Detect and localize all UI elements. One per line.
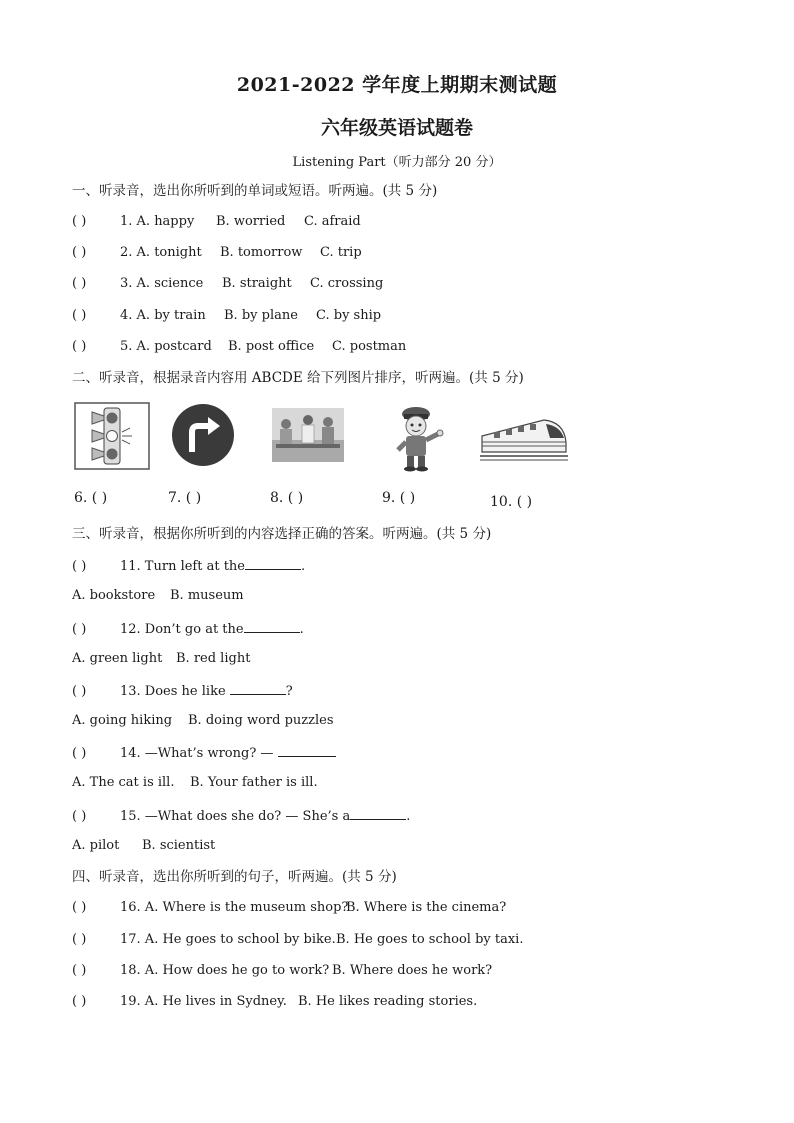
picture-label-6: 6. ( ) <box>74 490 108 506</box>
option-b: B. museum <box>170 588 244 603</box>
train-icon <box>480 412 568 466</box>
question-11: ( ) 11. Turn left at the . <box>72 555 305 575</box>
answer-blank[interactable] <box>245 555 301 570</box>
traffic-light-icon <box>74 402 150 470</box>
question-2 <box>72 243 362 263</box>
answer-paren[interactable]: ( ) <box>72 932 87 947</box>
option-a: A. green light <box>72 651 163 666</box>
question-19 <box>72 992 477 1012</box>
option-b: B. Where is the cinema? <box>346 900 507 915</box>
answer-paren[interactable]: ( ) <box>72 559 87 574</box>
option-a: A. The cat is ill. <box>72 775 175 790</box>
question-15: ( ) 15. —What does she do? — She’s a . <box>72 805 410 825</box>
answer-paren[interactable]: ( ) <box>72 276 87 291</box>
option-a: 18. A. How does he go to work? <box>120 963 330 978</box>
question-text: 12. Don’t go at the <box>120 622 244 637</box>
option-c: C. postman <box>332 339 407 354</box>
turn-right-sign-icon <box>170 402 236 468</box>
answer-paren[interactable]: ( ) <box>72 684 87 699</box>
options-12 <box>72 649 250 669</box>
option-a: 5. A. postcard <box>120 339 212 354</box>
option-a: 3. A. science <box>120 276 204 291</box>
answer-blank[interactable] <box>350 805 406 820</box>
exam-title: 2021-2022 学年度上期期末测试题 <box>236 74 558 96</box>
part-heading: Listening Part（听力部分 20 分） <box>292 155 502 170</box>
answer-paren[interactable]: ( ) <box>72 963 87 978</box>
answer-paren[interactable]: ( ) <box>72 245 87 260</box>
picture-label-10: 10. ( ) <box>490 494 533 510</box>
option-b: B. He goes to school by taxi. <box>336 932 524 947</box>
option-b: B. Your father is ill. <box>190 775 318 790</box>
section-1-heading: 一、听录音，选出你所听到的单词或短语。听两遍。(共 5 分) <box>72 183 438 199</box>
option-b: B. doing word puzzles <box>188 713 334 728</box>
option-a: 19. A. He lives in Sydney. <box>120 994 287 1009</box>
answer-blank[interactable] <box>244 618 300 633</box>
question-18 <box>72 961 492 981</box>
section-4-heading: 四、听录音，选出你所听到的句子，听两遍。(共 5 分) <box>72 869 397 885</box>
section-3-heading: 三、听录音，根据你所听到的内容选择正确的答案。听两遍。(共 5 分) <box>72 526 492 542</box>
option-a: 2. A. tonight <box>120 245 202 260</box>
picture-label-8: 8. ( ) <box>270 490 304 506</box>
option-c: C. afraid <box>304 214 361 229</box>
option-b: B. tomorrow <box>220 245 303 260</box>
option-c: C. crossing <box>310 276 384 291</box>
question-13: ( ) 13. Does he like ? <box>72 680 293 700</box>
answer-blank[interactable] <box>230 680 286 695</box>
option-b: B. worried <box>216 214 286 229</box>
option-a: 17. A. He goes to school by bike. <box>120 932 336 947</box>
question-4 <box>72 306 381 326</box>
option-b: B. He likes reading stories. <box>298 994 478 1009</box>
question-12: ( ) 12. Don’t go at the . <box>72 618 304 638</box>
science-class-photo <box>272 408 344 462</box>
question-14 <box>72 742 336 762</box>
options-11 <box>72 586 244 606</box>
picture-label-9: 9. ( ) <box>382 490 416 506</box>
option-b: B. by plane <box>224 308 298 323</box>
option-a: A. pilot <box>72 838 120 853</box>
options-15 <box>72 836 215 856</box>
question-text: 11. Turn left at the <box>120 559 245 574</box>
question-17 <box>72 930 523 950</box>
option-b: B. Where does he work? <box>332 963 493 978</box>
answer-paren[interactable]: ( ) <box>72 809 87 824</box>
question-3 <box>72 274 383 294</box>
answer-paren[interactable]: ( ) <box>72 622 87 637</box>
section-2-heading: 二、听录音，根据录音内容用 ABCDE 给下列图片排序，听两遍。(共 5 分) <box>72 370 524 386</box>
answer-paren[interactable]: ( ) <box>72 308 87 323</box>
answer-paren[interactable]: ( ) <box>72 214 87 229</box>
option-a: 16. A. Where is the museum shop? <box>120 900 349 915</box>
answer-blank[interactable] <box>278 742 336 757</box>
answer-paren[interactable]: ( ) <box>72 900 87 915</box>
picture-label-7: 7. ( ) <box>168 490 202 506</box>
answer-paren[interactable]: ( ) <box>72 994 87 1009</box>
option-a: 1. A. happy <box>120 214 195 229</box>
question-16 <box>72 898 506 918</box>
option-b: B. straight <box>222 276 292 291</box>
options-13 <box>72 711 334 731</box>
option-c: C. trip <box>320 245 362 260</box>
option-b: B. scientist <box>142 838 216 853</box>
option-a: A. bookstore <box>72 588 156 603</box>
option-b: B. post office <box>228 339 315 354</box>
exam-subtitle: 六年级英语试题卷 <box>320 117 473 139</box>
question-1 <box>72 212 361 232</box>
option-a: A. going hiking <box>72 713 173 728</box>
option-b: B. red light <box>176 651 251 666</box>
question-text: 14. —What’s wrong? — <box>120 746 278 761</box>
question-text: 15. —What does she do? — She’s a <box>120 809 351 824</box>
option-c: C. by ship <box>316 308 382 323</box>
police-officer-icon <box>388 404 448 472</box>
option-a: 4. A. by train <box>120 308 206 323</box>
question-text: 13. Does he like <box>120 684 230 699</box>
answer-paren[interactable]: ( ) <box>72 746 87 761</box>
options-14 <box>72 773 318 793</box>
answer-paren[interactable]: ( ) <box>72 339 87 354</box>
question-5 <box>72 337 406 357</box>
